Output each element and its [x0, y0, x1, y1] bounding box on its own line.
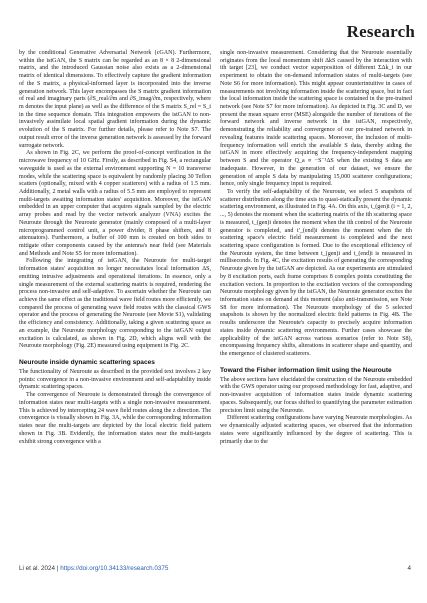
paragraph: The functionality of Neuroute as described in the provided text involves 2 key points: convergence in a non-invasive environment and self-adaptability inside dynamic scattering spaces. [19, 369, 211, 391]
journal-title: Research [346, 22, 415, 41]
citation [19, 565, 168, 572]
page-number: 4 [407, 565, 411, 572]
paragraph: As shown in Fig. 2C, we perform the proof-of-concept verification in the microwave frequency of 10 GHz. Firstly, as described in Fig. S4, a rectangular waveguide is used as the external environment supporting N = 10 transverse modes, while the scattering space is equivalent by randomly placing 30 Teflon scatters (optionally, mixed with 4 copper scatterers) with a radius of 1.5 mm. Additionally, 2 metal walls with a radius of 5.5 mm are employed to represent multi-targets awaiting information states' acquisition. Moreover, the istGAN embedded in an upper computer that acquires signals sampled by the electric array probes and read by the vector network analyzer (VNA) excites the Neuroute through the Neuroute generator (mainly composed of a multi-layer microprogrammed control unit, a power divider, 8 phase shifters, and 8 attenuators). Furthermore, a buffer of 100 mm is created on both sides to mitigate other components caused by the antenna's near field (see Materials and Methods and Note S5 for more information). [19, 150, 211, 257]
right-column [220, 50, 412, 446]
section-heading: Toward the Fisher information limit using the Neuroute [220, 366, 392, 374]
paragraph: single non-invasive measurement. Considering that the Neuroute essentially originates from the local momentum shift ΔkS caused by the interaction with ith target [23], we conduct vector superposition of different ΣΔk_i in our experiment to obtain the on-demand information states of multi-targets (see Note S6 for more information). This might appear counterintuitive in cases of measurements not involving information inside the scattering space, but in fact the local information inside the scattering space is contained in the pre-trained network (see Note S7 for more information). As depicted in Fig. 3C and D, we present the mean square error (MSE) alongside the number of iterations of the forward network and inverse network in the istGAN, respectively, demonstrating the reliability and convergence of our pre-trained network in revealing features inside scattering spaces. Moreover, the inclusion of multi-frequency information will enrich the available S data, thereby aiding the istGAN in more effectively acquiring the frequency-independent mapping between S and the operator Q_a ∝ −S⁻¹ΔS when the existing S data are inadequate. However, in the generation of our dataset, we ensure the generation of ample S data by manipulating 15,000 scatterer configurations; hence, only single frequency input is required. [220, 50, 412, 188]
paragraph: by the conditional Generative Adversarial Network (cGAN). Furthermore, within the istGAN, the S matrix can be regarded as an 8 × 8 2-dimensional matrix, and the introduced Gaussian noise also exists as a 2-dimensional matrix of identical dimensions. To effectively capture the gradient information of the S matrix, a physical-informed layer is incorporated into the inverse generation network. This layer encompasses the S matrix gradient information of real and imaginary parts (∂S_real/∂m and ∂S_imag/∂m, respectively, where m denotes the input plane) as well as the difference of the S matrix S_rel = S_t in the time sequence domain. This integration empowers the istGAN to non-invasively assimilate local spatial gradient information during the dynamic evolution of the S matrix. For further details, please refer to Note S7. The output result error of the inverse generation network is assessed by the forward surrogate network. [19, 50, 211, 149]
paragraph: To verify the self-adaptability of the Neuroute, we select 5 snapshots of scatterer distribution along the time axis to quasi-statically present the dynamic scattering environment, as illustrated in Fig. 4A. On this axis, t_(gen)i (i = 1, 2, ..., 5) denotes the moment when the scattering matrix of the ith scattering space is measured, t_(gen)i denotes the moment when the ith control of the Neuroute generator is completed, and t'_(end)i denotes the moment when the ith scattering space's electric field measurement is completed and the next scattering space configuration is formed. Due to the exceptional efficiency of the Neuroute system, the time between t_(gen)i and t_(end)i is measured in milliseconds. In Fig. 4C, the excitation results of generating the corresponding Neuroute given by the istGAN are depicted. As our experiments are stimulated by 8 excitation ports, each frame comprises 8 complex points constituting the excitation vectors. In proportion to the excitation vectors of the corresponding Neuroute morphology given by the istGAN, the Neuroute generator excites the information states on demand at this moment (also anti-transmission, see Note S8 for more information). The Neuroute morphology of the 5 selected snapshots is shown by the normalized electric field patterns in Fig. 4B. The results underscore the Neuroute's capacity to precisely acquire information states inside dynamic scattering environments. Further cases showcase the applicability of the istGAN across various scenarios (refer to Note S8), encompassing frequency shifts, alterations in scatterer shape and quantity, and the emergence of clustered scatterers. [220, 188, 412, 358]
paragraph: Following the integrating of istGAN, the Neuroute for multi-target information states' acquisition no longer necessitates local information ΔS, emitting intrusive adjustments and operational iterations. In essence, only a single measurement of the external scattering matrix is required, rendering the process non-invasive and self-adaptive. To ascertain whether the Neuroute can achieve the same effect as the traditional wave field routes more efficiently, we compared the process of generating wave field routes with the classical GWS operator and the process of generating the Neuroute (see Movie S1), validating the efficiency and consistency. Additionally, taking a given scattering space as an example, the Neuroute morphology corresponding to the istGAN output excitation is calculated, as shown in Fig. 2D, which aligns well with the Neuroute morphology (Fig. 2E) measured using equipment in Fig. 2C. [19, 258, 211, 350]
left-column [19, 50, 211, 446]
paragraph: The convergence of Neuroute is demonstrated through the convergence of information states near multi-targets with a single non-invasive measurement. This is achieved by intercepting 24 wave field routes along the z direction. The convergence is visually shown in Fig. 3A, while the corresponding information states near the multi-targets are depicted by the local electric field pattern shown in Fig. 3B. Evidently, the information states near the multi-targets exhibit strong convergence with a [19, 392, 211, 445]
citation-authors: Li et al. 2024 | [19, 565, 61, 572]
paragraph: The above sections have elucidated the construction of the Neuroute embedded with the GWS operator using our proposed methodology for fast, adaptive, and non-invasive acquisition of information states inside dynamic scattering spaces. Subsequently, our focus shifted to quantifying the parameter estimation precision limit using the Neuroute. [220, 376, 412, 414]
paragraph: Different scattering configurations have varying Neuroute morphologies. As we dynamically adjusted scattering spaces, we observed that the information states were significantly influenced by the degree of scattering. This is primarily due to the [220, 415, 412, 445]
section-heading: Neuroute inside dynamic scattering spaces [19, 359, 155, 367]
doi-link[interactable]: https://doi.org/10.34133/research.0375 [60, 565, 169, 572]
